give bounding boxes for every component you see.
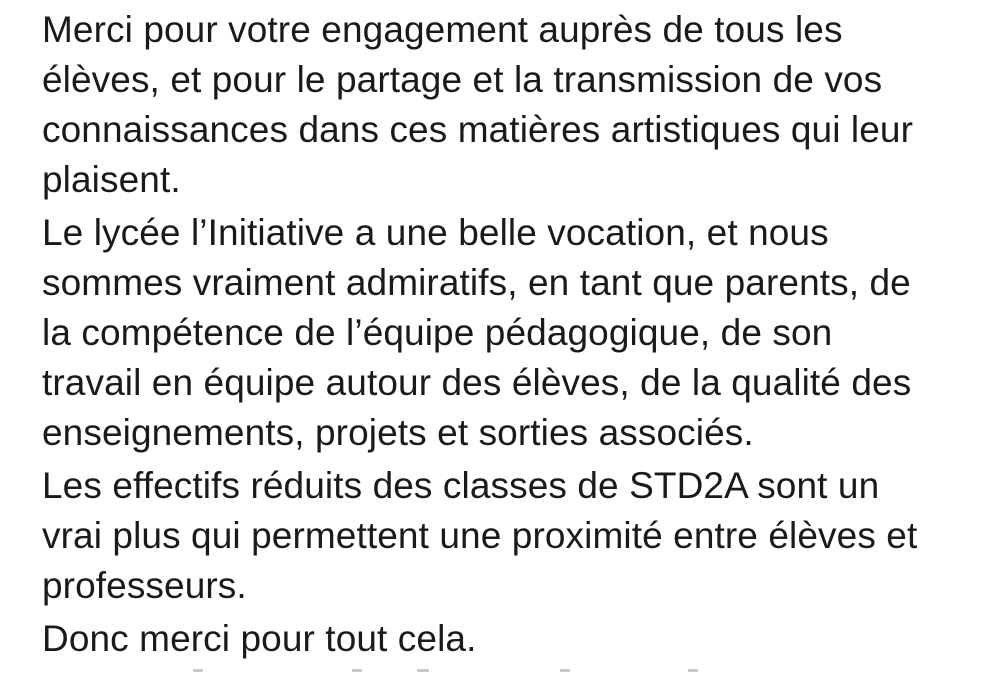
text-line: vrai plus qui permettent une proximité entre élèves et bbox=[42, 515, 918, 556]
clipped-letter-top bbox=[352, 669, 362, 672]
text-line: professeurs. bbox=[42, 565, 247, 606]
text-line: Le lycée l’Initiative a une belle vocation, et nous bbox=[42, 212, 829, 253]
clipped-letter-top bbox=[417, 669, 429, 672]
text-line: Merci pour votre engagement auprès de tous les bbox=[42, 9, 843, 50]
text-line: enseignements, projets et sorties associés. bbox=[42, 412, 754, 453]
clipped-letter-top bbox=[688, 669, 698, 672]
text-line: Donc merci pour tout cela. bbox=[42, 618, 477, 659]
text-line: la compétence de l’équipe pédagogique, de son bbox=[42, 312, 833, 353]
text-line: sommes vraiment admiratifs, en tant que parents, de bbox=[42, 262, 911, 303]
paragraph bbox=[42, 208, 980, 458]
text-line: connaissances dans ces matières artistiques qui leur bbox=[42, 109, 914, 150]
clipped-letter-top bbox=[560, 669, 570, 672]
paragraph bbox=[42, 5, 980, 205]
text-line: plaisent. bbox=[42, 159, 181, 200]
text-line: travail en équipe autour des élèves, de la qualité des bbox=[42, 362, 912, 403]
text-line: Les effectifs réduits des classes de STD2A sont un bbox=[42, 465, 880, 506]
clipped-next-line-fragment bbox=[0, 667, 1000, 673]
clipped-letter-top bbox=[193, 669, 203, 672]
paragraph bbox=[42, 614, 980, 664]
paragraph bbox=[42, 461, 980, 611]
text-line: élèves, et pour le partage et la transmission de vos bbox=[42, 59, 883, 100]
message-text-block bbox=[42, 5, 980, 667]
